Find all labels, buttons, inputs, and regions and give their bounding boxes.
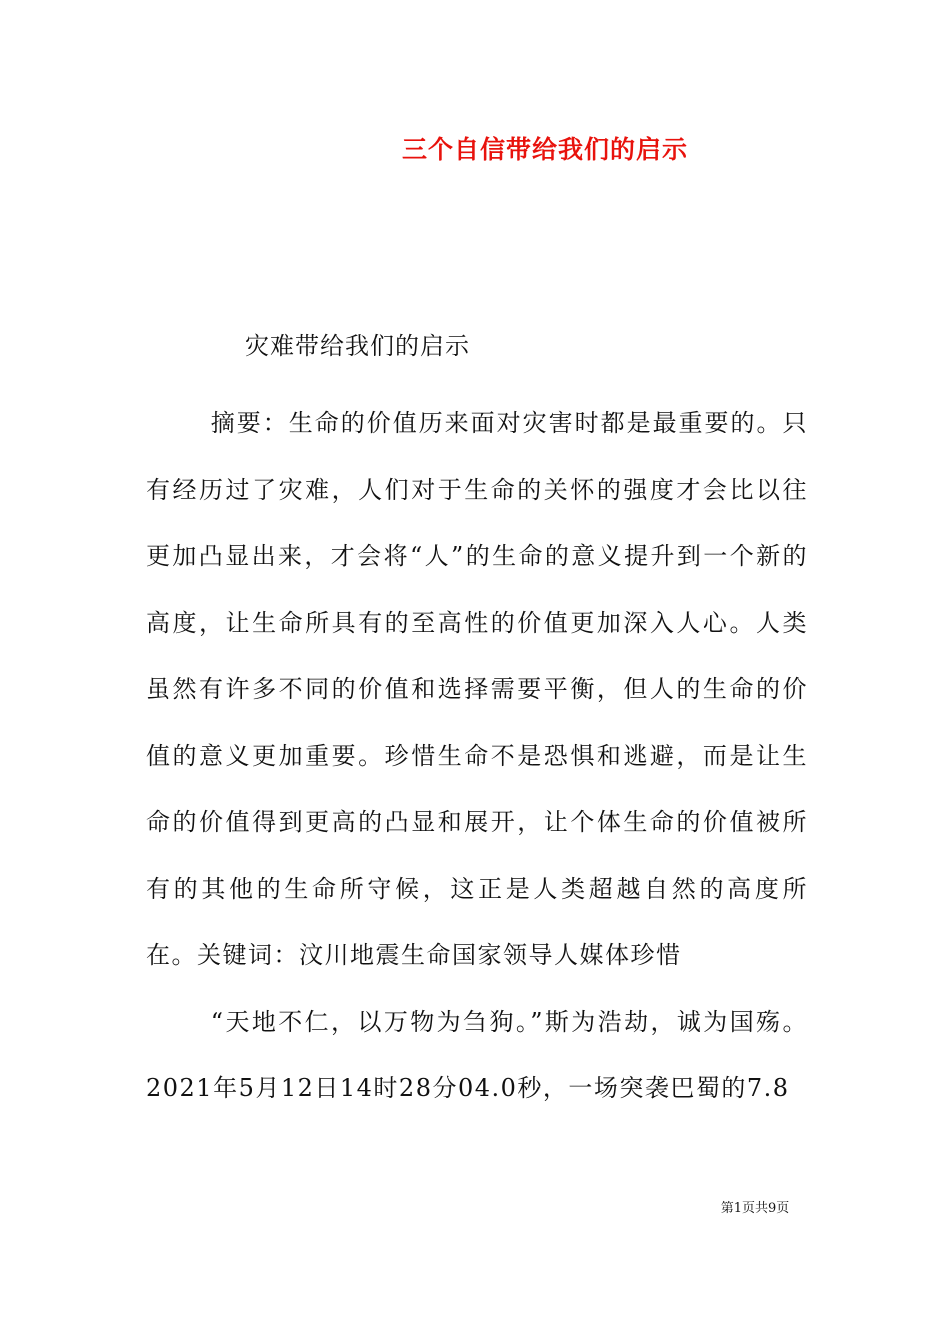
document-title: 三个自信带给我们的启示 [401,135,688,164]
body-paragraph: “天地不仁，以万物为刍狗。”斯为浩劫，诚为国殇。2021年5月12日14时28分04.0秒，一场突袭巴蜀的7.8 [146,1007,808,1102]
abstract-paragraph: 摘要：生命的价值历来面对灾害时都是最重要的。只有经历过了灾难，人们对于生命的关怀的强度才会比以往更加凸显出来，才会将“人”的生命的意义提升到一个新的高度，让生命所具有的至高性的价值更加深入人心。人类虽然有许多不同的价值和选择需要平衡，但人的生命的价值的意义更加重要。珍惜生命不是恐惧和逃避，而是让生命的价值得到更高的凸显和展开，让个体生命的价值被所有的其他的生命所守候，这正是人类超越自然的高度所在。关键词：汶川地震生命国家领导人媒体珍惜 [146,409,808,969]
page-footer: 第1页共9页 [720,1201,790,1216]
document-subtitle: 灾难带给我们的启示 [245,332,470,360]
document-body [146,390,808,1122]
